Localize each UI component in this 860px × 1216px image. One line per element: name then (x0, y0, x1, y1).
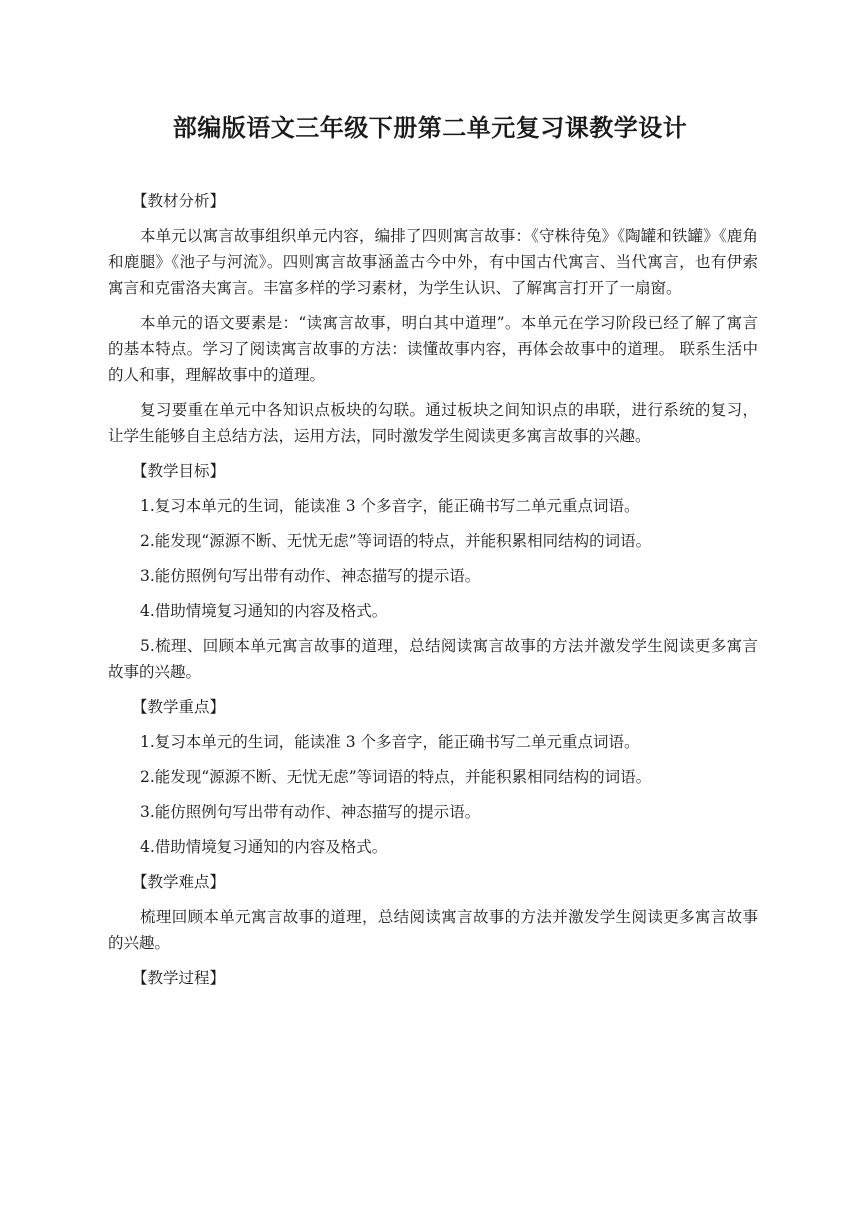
key-point-item-2: 2.能发现“源源不断、无忧无虑”等词语的特点，并能积累相同结构的词语。 (140, 768, 652, 786)
analysis-paragraph-1: 本单元以寓言故事组织单元内容，编排了四则寓言故事：《守株待兔》《陶罐和铁罐》《鹿角和鹿腿》《池子与河流》。四则寓言故事涵盖古今中外，有中国古代寓言、当代寓言，也有伊索寓言和克雷洛夫寓言。丰富多样的学习素材，为学生认识、了解寓言打开了一扇窗。 (108, 227, 758, 297)
section-heading-difficulties: 【教学难点】 (132, 873, 226, 891)
objective-item-1: 1.复习本单元的生词，能读准 3 个多音字，能正确书写二单元重点词语。 (140, 497, 640, 515)
key-point-item-4: 4.借助情境复习通知的内容及格式。 (140, 838, 388, 856)
objective-item-4: 4.借助情境复习通知的内容及格式。 (140, 602, 388, 620)
objective-item-3: 3.能仿照例句写出带有动作、神态描写的提示语。 (140, 567, 481, 585)
section-heading-analysis: 【教材分析】 (132, 192, 226, 210)
key-point-item-1: 1.复习本单元的生词，能读准 3 个多音字，能正确书写二单元重点词语。 (140, 733, 640, 751)
analysis-paragraph-2: 本单元的语文要素是：“读寓言故事，明白其中道理”。本单元在学习阶段已经了解了寓言的基本特点。学习了阅读寓言故事的方法：读懂故事内容，再体会故事中的道理。 联系生活中的人和事，理解故事中的道理。 (108, 314, 758, 384)
section-heading-process: 【教学过程】 (132, 969, 226, 987)
analysis-paragraph-3: 复习要重在单元中各知识点板块的勾联。通过板块之间知识点的串联，进行系统的复习，让学生能够自主总结方法，运用方法，同时激发学生阅读更多寓言故事的兴趣。 (108, 401, 758, 445)
section-heading-key-points: 【教学重点】 (132, 698, 226, 716)
document-body (108, 188, 758, 1000)
document-title: 部编版语文三年级下册第二单元复习课教学设计 (172, 114, 688, 142)
objective-item-5: 5.梳理、回顾本单元寓言故事的道理，总结阅读寓言故事的方法并激发学生阅读更多寓言故事的兴趣。 (108, 637, 758, 681)
key-point-item-3: 3.能仿照例句写出带有动作、神态描写的提示语。 (140, 803, 481, 821)
difficulties-paragraph-1: 梳理回顾本单元寓言故事的道理，总结阅读寓言故事的方法并激发学生阅读更多寓言故事的兴趣。 (108, 908, 758, 952)
section-heading-objectives: 【教学目标】 (132, 462, 226, 480)
objective-item-2: 2.能发现“源源不断、无忧无虑”等词语的特点，并能积累相同结构的词语。 (140, 532, 652, 550)
